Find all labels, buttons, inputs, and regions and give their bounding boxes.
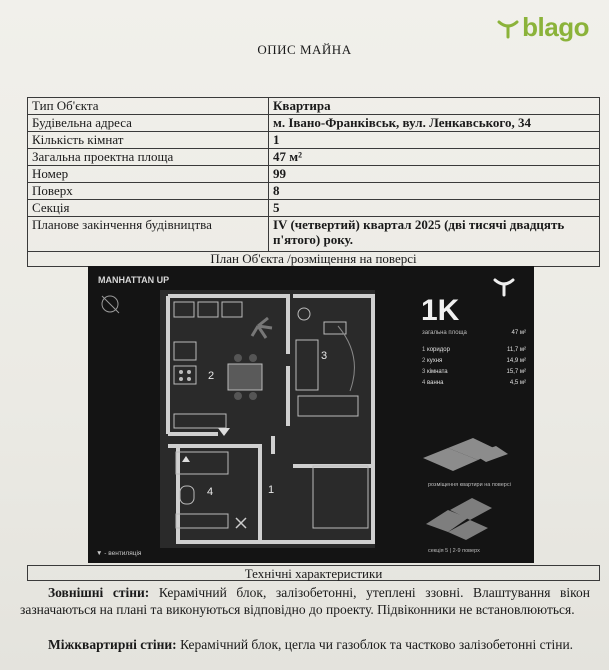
property-label: Номер — [28, 166, 269, 183]
property-value: 5 — [269, 200, 600, 217]
complex-name: MANHATTAN UP — [98, 275, 170, 285]
spec-paragraph — [20, 584, 590, 618]
table-row — [28, 149, 600, 166]
property-value: Квартира — [269, 98, 600, 115]
legend-total: загальна площа 47 м² — [422, 330, 526, 336]
property-label: Кількість кімнат — [28, 132, 269, 149]
spec-label: Зовнішні стіни: — [48, 585, 150, 600]
floor-caption: розміщення квартири на поверсі — [428, 482, 511, 488]
document-title: ОПИС МАЙНА — [257, 42, 352, 57]
compass-icon — [102, 296, 119, 313]
brand-name: blago — [522, 12, 589, 42]
spec-text: Керамічний блок, цегла чи газоблок та частково залізобетонні стіни. — [180, 637, 574, 652]
property-value: 47 м² — [269, 149, 600, 166]
room-number: 2 — [208, 370, 215, 382]
floor-plan-drawing — [88, 266, 534, 563]
property-label: Загальна проектна площа — [28, 149, 269, 166]
property-label: Тип Об'єкта — [28, 98, 269, 115]
area-legend — [422, 328, 526, 389]
spec-label: Міжквартирні стіни: — [48, 637, 177, 652]
section-caption: секція 5 | 2-9 поверх — [428, 548, 480, 554]
room-number: 4 — [207, 486, 214, 498]
property-label: Поверх — [28, 183, 269, 200]
legend-item: 2 кухня 14,9 м² — [422, 358, 526, 364]
property-label: Планове закінчення будівництва — [28, 217, 269, 252]
spec-paragraph — [20, 636, 590, 653]
table-row — [28, 166, 600, 183]
legend-item: 4 ванна 4,5 м² — [422, 380, 526, 386]
table-row — [28, 132, 600, 149]
table-row — [28, 217, 600, 252]
apartment-type-badge: 1K — [421, 294, 460, 327]
property-value: м. Івано-Франківськ, вул. Ленкавського, 34 — [269, 115, 600, 132]
room-number: 3 — [321, 350, 328, 362]
property-value: 8 — [269, 183, 600, 200]
room-number: 1 — [268, 484, 275, 496]
table-row — [28, 200, 600, 217]
brand-logo — [496, 12, 589, 43]
table-row — [28, 115, 600, 132]
blago-logo-icon — [496, 16, 520, 40]
property-value: 99 — [269, 166, 600, 183]
legend-item: 1 коридор 11,7 м² — [422, 347, 526, 353]
plan-section-title: План Об'єкта /розміщення на поверсі — [27, 251, 600, 267]
property-table — [27, 97, 600, 252]
table-row — [28, 98, 600, 115]
floor-plan — [88, 266, 534, 563]
spec-text: Керамічний блок, залізобетонні, утеплені ззовні. Влаштування вікон зазначаються на плані та виконуються відповідно до проекту. Підвіконники не встановлюються. — [20, 585, 590, 617]
property-label: Секція — [28, 200, 269, 217]
legend-item: 3 кімната 15,7 м² — [422, 369, 526, 375]
property-label: Будівельна адреса — [28, 115, 269, 132]
tech-section-title: Технічні характеристики — [27, 565, 600, 581]
vent-legend: ▼ - вентиляція — [96, 550, 142, 557]
brand-mark-icon — [492, 274, 516, 298]
table-row — [28, 183, 600, 200]
property-value: IV (четвертий) квартал 2025 (дві тисячі двадцять п'ятого) року. — [269, 217, 600, 252]
property-value: 1 — [269, 132, 600, 149]
